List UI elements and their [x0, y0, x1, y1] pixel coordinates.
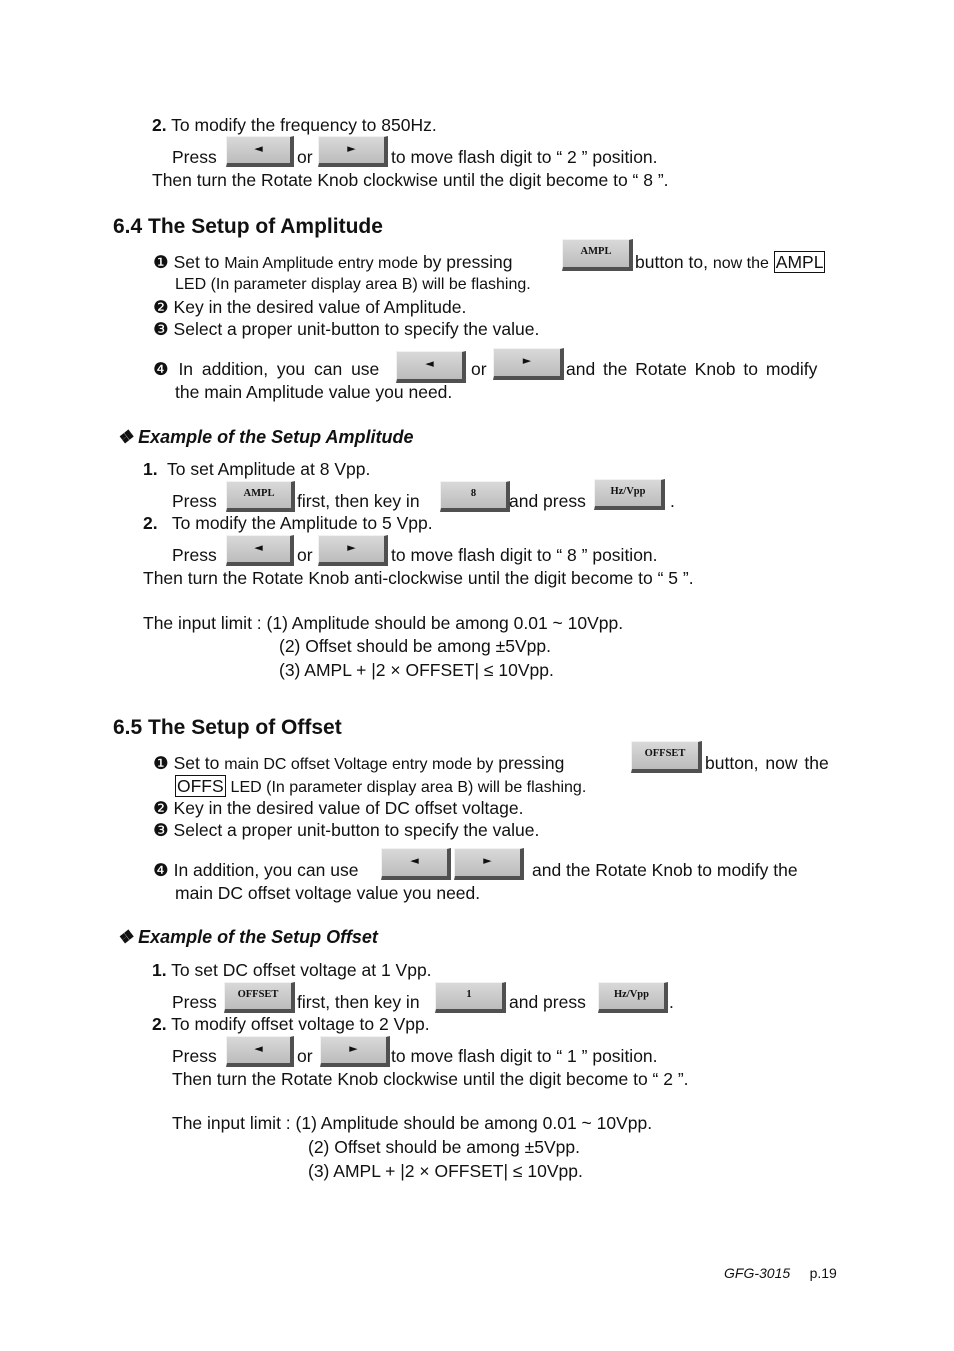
bullet-3: ❸ Select a proper unit-button to specify the value. [153, 820, 540, 840]
bullet-1-text-d-line [635, 252, 825, 273]
right-arrow-key[interactable] [454, 848, 524, 880]
step-text: To modify the frequency to 850Hz. [171, 115, 437, 135]
ampl-key-label: AMPL [243, 488, 275, 499]
bullet-3: ❸ Select a proper unit-button to specify the value. [153, 319, 540, 339]
bullet-1-text-a: Set to [173, 753, 220, 773]
bullet-1-led-line [175, 776, 586, 797]
then-text: Then turn the Rotate Knob clockwise until the digit become to “ 8 ”. [152, 170, 669, 190]
bullet-4-marker: ❹ [153, 359, 169, 379]
example-step-1 [143, 459, 370, 480]
right-arrow-icon: ► [522, 354, 532, 367]
or-label: or [297, 545, 313, 565]
period: . [670, 491, 675, 511]
right-arrow-key[interactable] [493, 348, 564, 380]
example-step-2 [143, 513, 433, 534]
ampl-led-label: AMPL [775, 252, 824, 272]
freq-step-2 [152, 115, 437, 136]
first-text: first, then key in [297, 992, 420, 1012]
example-title-amplitude: ❖ Example of the Setup Amplitude [117, 427, 414, 447]
step-text: To set Amplitude at 8 Vpp. [167, 459, 371, 479]
left-arrow-icon: ◄ [254, 1042, 263, 1055]
bullet-1-text-c: by pressing [422, 252, 513, 272]
and-press-text: and press [509, 992, 586, 1012]
step-number: 2. [152, 115, 167, 135]
page-number: p.19 [809, 1265, 837, 1281]
offset-key-label: OFFSET [644, 748, 686, 759]
bullet-4-marker: ❹ [153, 860, 169, 880]
offset-key-label: OFFSET [237, 989, 279, 1000]
step-text: To modify offset voltage to 2 Vpp. [171, 1014, 430, 1034]
page-footer [724, 1265, 837, 1281]
right-arrow-icon: ► [349, 1042, 358, 1055]
bullet-1-line [153, 753, 564, 774]
press-label: Press [172, 1046, 217, 1066]
right-arrow-icon: ► [347, 541, 356, 554]
hz-vpp-key[interactable] [594, 479, 665, 510]
input-limit-3: (3) AMPL + |2 × OFFSET| ≤ 10Vpp. [279, 660, 554, 680]
press-label: Press [172, 992, 217, 1012]
or-label: or [297, 147, 313, 167]
offset-key[interactable] [224, 982, 295, 1013]
offs-led-label: OFFS [177, 776, 224, 796]
bullet-1-text-a: Set to [173, 252, 220, 272]
bullet-4-text-c: the main Amplitude value you need. [175, 382, 453, 402]
bullet-1-text-d: button to, [635, 252, 708, 272]
bullet-4-text-c: main DC offset voltage value you need. [175, 883, 481, 903]
step-number: 1. [143, 459, 158, 479]
example-step-2 [152, 1014, 430, 1035]
bullet-4-line [153, 359, 379, 380]
flash-text: to move flash digit to “ 2 ” position. [391, 147, 658, 167]
left-arrow-key[interactable] [226, 1036, 294, 1067]
or-label: or [471, 359, 487, 379]
ampl-key[interactable] [562, 239, 633, 271]
example-title-offset: ❖ Example of the Setup Offset [117, 927, 378, 947]
bullet-1-marker: ❶ [153, 753, 169, 773]
hz-vpp-key-label: Hz/Vpp [610, 486, 646, 497]
input-limit-3: (3) AMPL + |2 × OFFSET| ≤ 10Vpp. [308, 1161, 583, 1181]
digit-8-key-label: 8 [470, 488, 477, 499]
bullet-1-line [153, 252, 512, 273]
bullet-1-text-e: now the [712, 255, 769, 272]
offset-key[interactable] [631, 741, 702, 773]
bullet-1-text-c: pressing [498, 753, 565, 773]
period: . [669, 992, 674, 1012]
ampl-key[interactable] [226, 481, 295, 512]
bullet-4-text-b: and the Rotate Knob to modify [566, 359, 818, 379]
left-arrow-icon: ◄ [425, 357, 434, 370]
digit-8-key[interactable] [440, 481, 510, 512]
left-arrow-key[interactable] [226, 136, 294, 167]
bullet-1-text-d: button, now the [705, 753, 829, 773]
left-arrow-icon: ◄ [254, 142, 263, 155]
first-text: first, then key in [297, 491, 420, 511]
ampl-key-label: AMPL [580, 246, 612, 257]
input-limit-1: The input limit : (1) Amplitude should be among 0.01 ~ 10Vpp. [143, 613, 624, 633]
bullet-2: ❷ Key in the desired value of Amplitude. [153, 297, 467, 317]
and-press-text: and press [509, 491, 586, 511]
bullet-4-text-a: In addition, you can use [178, 359, 380, 379]
hz-vpp-key[interactable] [598, 982, 668, 1013]
then-text: Then turn the Rotate Knob anti-clockwise until the digit become to “ 5 ”. [143, 568, 694, 588]
right-arrow-key[interactable] [318, 535, 388, 566]
input-limit-2: (2) Offset should be among ±5Vpp. [279, 636, 551, 656]
section-heading-amplitude: 6.4 The Setup of Amplitude [113, 215, 383, 238]
left-arrow-key[interactable] [396, 351, 466, 383]
right-arrow-icon: ► [483, 854, 492, 867]
input-limit-1: The input limit : (1) Amplitude should be among 0.01 ~ 10Vpp. [172, 1113, 653, 1133]
press-label: Press [172, 491, 217, 511]
left-arrow-key[interactable] [381, 848, 451, 880]
digit-1-key[interactable] [435, 982, 506, 1013]
left-arrow-key[interactable] [226, 535, 294, 566]
flash-text: to move flash digit to “ 1 ” position. [391, 1046, 658, 1066]
step-number: 2. [143, 513, 158, 533]
left-arrow-icon: ◄ [254, 541, 263, 554]
step-text: To modify the Amplitude to 5 Vpp. [171, 513, 433, 533]
press-label: Press [172, 147, 217, 167]
right-arrow-icon: ► [347, 142, 356, 155]
or-label: or [297, 1046, 313, 1066]
bullet-4-text-a: In addition, you can use [173, 860, 359, 880]
input-limit-2: (2) Offset should be among ±5Vpp. [308, 1137, 580, 1157]
bullet-4-text-b: and the Rotate Knob to modify the [532, 860, 798, 880]
right-arrow-key[interactable] [320, 1036, 390, 1067]
hz-vpp-key-label: Hz/Vpp [613, 989, 649, 1000]
bullet-2: ❷ Key in the desired value of DC offset voltage. [153, 798, 524, 818]
then-text: Then turn the Rotate Knob clockwise until the digit become to “ 2 ”. [172, 1069, 689, 1089]
flash-text: to move flash digit to “ 8 ” position. [391, 545, 658, 565]
bullet-1-led-text: LED (In parameter display area B) will be flashing. [175, 276, 531, 293]
digit-1-key-label: 1 [466, 989, 472, 1000]
example-step-1 [152, 960, 432, 981]
step-text: To set DC offset voltage at 1 Vpp. [171, 960, 432, 980]
bullet-1-text-b: Main Amplitude entry mode [224, 255, 419, 272]
bullet-1-led-text: LED (In parameter display area B) will be flashing. [230, 779, 587, 796]
bullet-1-marker: ❶ [153, 252, 169, 272]
bullet-1-text-b: main DC offset Voltage entry mode by [224, 756, 494, 773]
right-arrow-key[interactable] [318, 136, 388, 167]
left-arrow-icon: ◄ [410, 854, 419, 867]
step-number: 2. [152, 1014, 167, 1034]
press-label: Press [172, 545, 217, 565]
step-number: 1. [152, 960, 167, 980]
bullet-4-line [153, 860, 358, 881]
section-heading-offset: 6.5 The Setup of Offset [113, 716, 342, 739]
model-name: GFG-3015 [724, 1265, 791, 1281]
